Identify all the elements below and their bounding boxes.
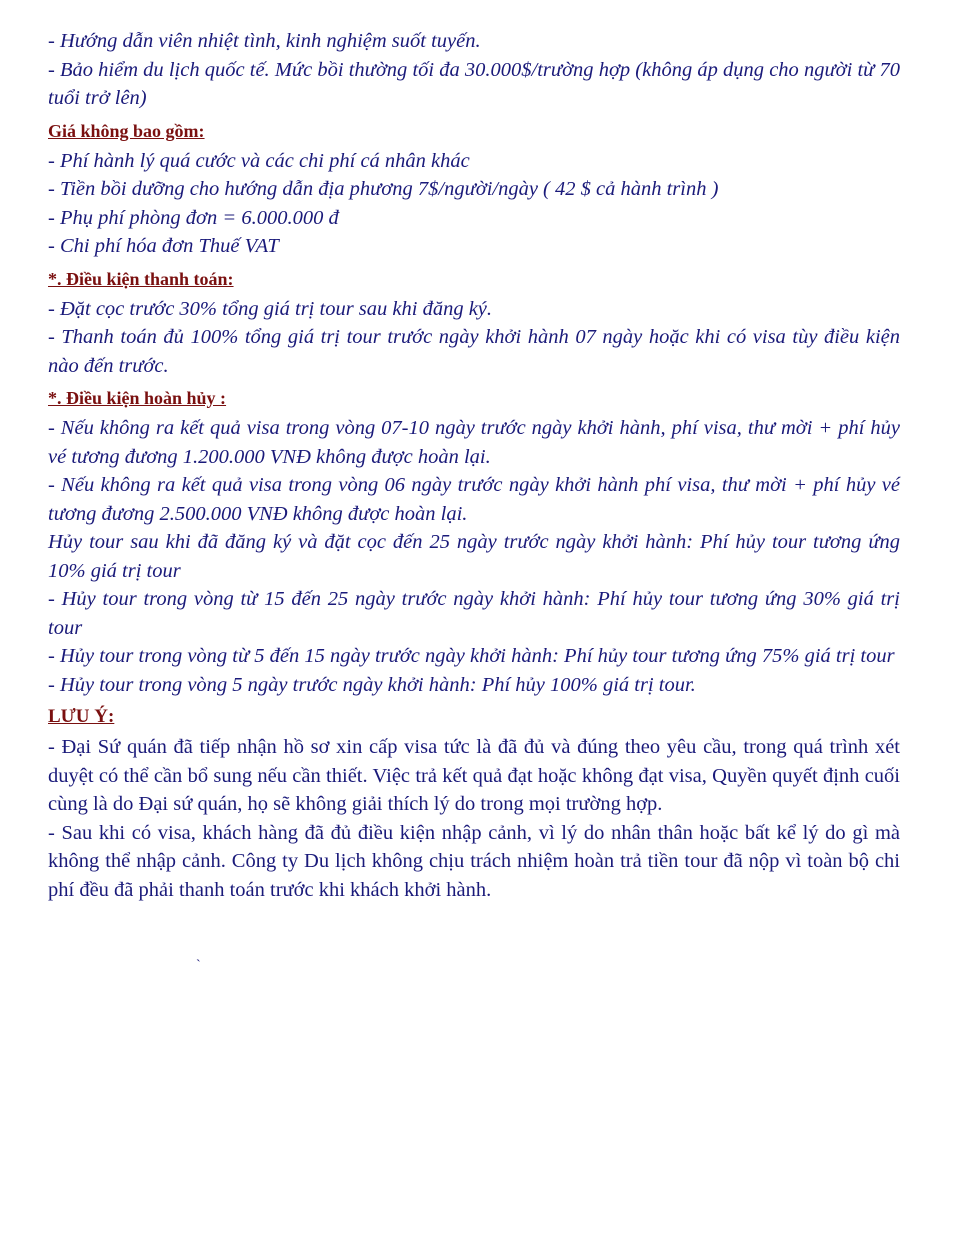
document-page	[48, 27, 900, 904]
cancellation-item: - Nếu không ra kết quả visa trong vòng 06 ngày trước ngày khởi hành phí visa, thư mời + phí hủy vé tương đương 2.500.000 VNĐ không được hoàn lại.	[48, 474, 900, 525]
cancellation-item: - Hủy tour trong vòng từ 15 đến 25 ngày trước ngày khởi hành: Phí hủy tour tương ứng 30% giá trị tour	[48, 588, 900, 639]
not-included-heading: Giá không bao gồm:	[48, 120, 205, 141]
not-included-item: - Chi phí hóa đơn Thuế VAT	[48, 235, 279, 257]
payment-item: - Đặt cọc trước 30% tổng giá trị tour sau khi đăng ký.	[48, 297, 493, 320]
note-item: - Sau khi có visa, khách hàng đã đủ điều kiện nhập cảnh, vì lý do nhân thân hoặc bất kể lý do gì mà không thể nhập cảnh. Công ty Du lịch không chịu trách nhiệm hoàn trả tiền tour đã nộp vì toàn bộ chi phí đều đã phải thanh toán trước khi khách khởi hành.	[48, 821, 900, 901]
cancellation-item: Hủy tour sau khi đã đăng ký và đặt cọc đến 25 ngày trước ngày khởi hành: Phí hủy tour tương ứng 10% giá trị tour	[48, 531, 900, 582]
cancellation-item: - Hủy tour trong vòng từ 5 đến 15 ngày trước ngày khởi hành: Phí hủy tour tương ứng 75% giá trị tour	[48, 645, 895, 667]
cancellation-section	[48, 385, 900, 699]
stray-mark: `	[196, 958, 201, 973]
not-included-section	[48, 118, 900, 261]
not-included-item: - Phụ phí phòng đơn = 6.000.000 đ	[48, 206, 339, 229]
cancellation-item: - Nếu không ra kết quả visa trong vòng 07-10 ngày trước ngày khởi hành, phí visa, thư mời + phí hủy vé tương đương 1.200.000 VNĐ không được hoàn lại.	[48, 417, 900, 468]
payment-section	[48, 266, 900, 381]
included-item: - Hướng dẫn viên nhiệt tình, kinh nghiệm suốt tuyến.	[48, 30, 481, 52]
cancellation-item: - Hủy tour trong vòng 5 ngày trước ngày khởi hành: Phí hủy 100% giá trị tour.	[48, 673, 696, 696]
note-item: - Đại Sứ quán đã tiếp nhận hồ sơ xin cấp visa tức là đã đủ và đúng theo yêu cầu, trong quá trình xét duyệt có thể cần bổ sung nếu cần thiết. Việc trả kết quả đạt hoặc không đạt visa, Quyền quyết định cuối cùng là do Đại sứ quán, họ sẽ không giải thích lý do trong mọi trường hợp.	[48, 736, 900, 815]
not-included-item: - Tiền bồi dưỡng cho hướng dẫn địa phương 7$/người/ngày ( 42 $ cả hành trình )	[48, 178, 719, 200]
notes-heading: LƯU Ý:	[48, 706, 115, 727]
payment-item: - Thanh toán đủ 100% tổng giá trị tour trước ngày khởi hành 07 ngày hoặc khi có visa tùy điều kiện nào đến trước.	[48, 326, 900, 377]
cancellation-heading: *. Điều kiện hoàn hủy :	[48, 388, 227, 408]
payment-heading: *. Điều kiện thanh toán:	[48, 268, 234, 289]
not-included-item: - Phí hành lý quá cước và các chi phí cá nhân khác	[48, 149, 470, 172]
notes-section	[48, 704, 900, 904]
included-item: - Bảo hiểm du lịch quốc tế. Mức bồi thường tối đa 30.000$/trường hợp (không áp dụng cho người từ 70 tuổi trở lên)	[48, 58, 900, 109]
included-tail-section	[48, 27, 900, 113]
